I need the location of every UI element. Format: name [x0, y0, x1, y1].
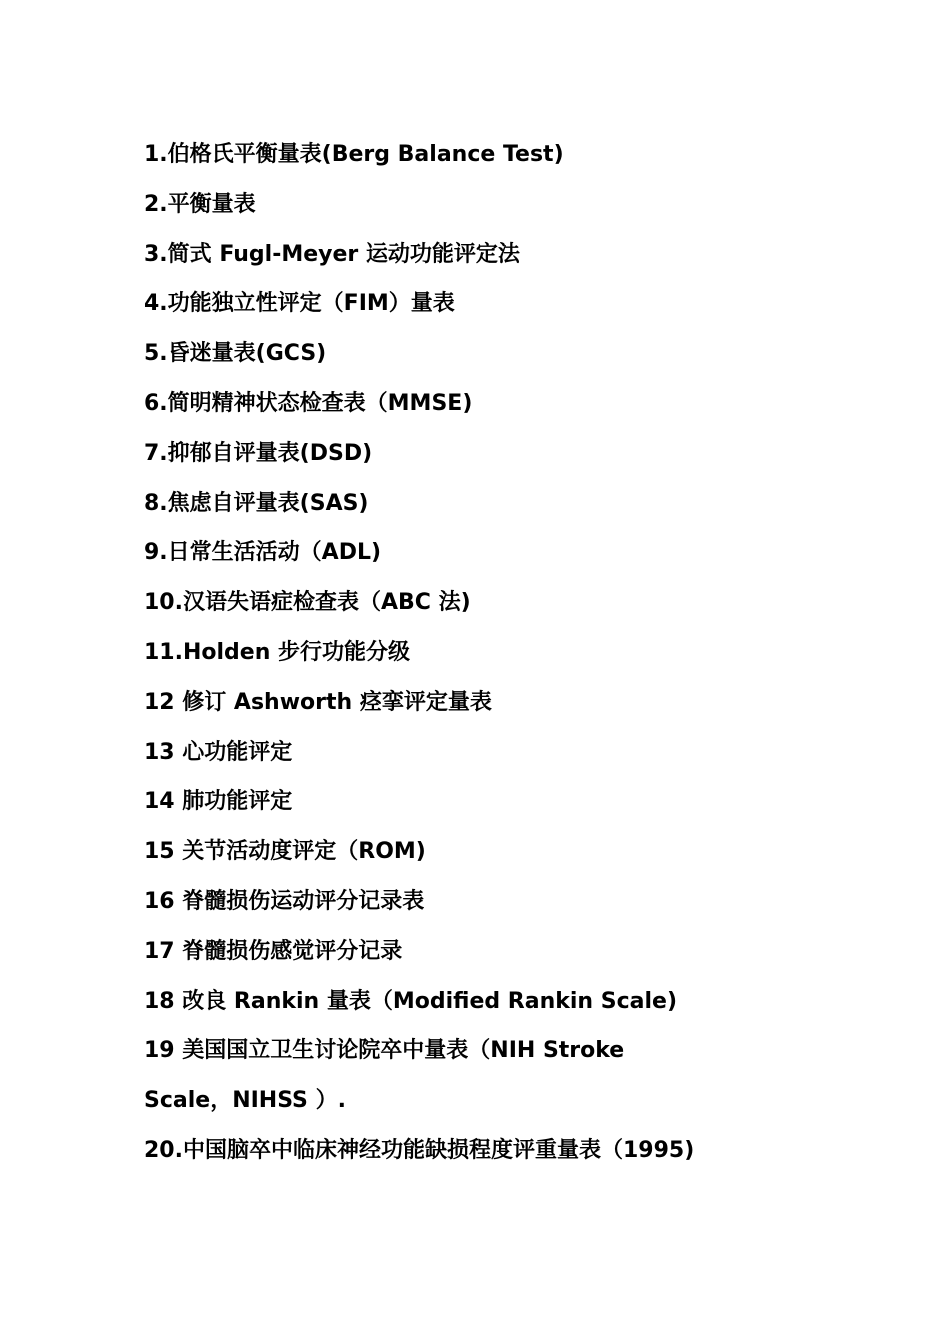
list-item: 20.中国脑卒中临床神经功能缺损程度评重量表（1995) [144, 1137, 695, 1163]
list-item: 5.昏迷量表(GCS) [144, 341, 327, 367]
list-item: 7.抑郁自评量表(DSD) [144, 440, 373, 466]
list-item: 17 脊髓损伤感觉评分记录 [144, 938, 403, 964]
list-item: 11.Holden 步行功能分级 [144, 639, 411, 665]
list-item: 8.焦虑自评量表(SAS) [144, 490, 369, 516]
list-item: 1.伯格氏平衡量表(Berg Balance Test) [144, 142, 564, 167]
list-item: 12 修订 Ashworth 痉挛评定量表 [144, 689, 492, 715]
list-item: 10.汉语失语症检查表（ABC 法) [144, 590, 471, 616]
list-item: 19 美国国立卫生讨论院卒中量表（NIH Stroke [144, 1038, 625, 1064]
list-item: 3.简式 Fugl-Meyer 运动功能评定法 [144, 241, 520, 267]
document-body [144, 130, 844, 1176]
list-item: 18 改良 Rankin 量表（Modified Rankin Scale) [144, 988, 677, 1014]
list-item: 16 脊髓损伤运动评分记录表 [144, 888, 425, 914]
list-item: 15 关节活动度评定（ROM) [144, 839, 426, 865]
list-item: 6.简明精神状态检查表（MMSE) [144, 390, 473, 416]
list-item: 2.平衡量表 [144, 191, 256, 217]
list-item: 9.日常生活活动（ADL) [144, 540, 382, 566]
list-item-continuation: Scale，NIHSS ）. [144, 1088, 346, 1114]
list-item: 4.功能独立性评定（FIM）量表 [144, 291, 455, 317]
list-item: 13 心功能评定 [144, 739, 293, 765]
list-item: 14 肺功能评定 [144, 789, 293, 815]
